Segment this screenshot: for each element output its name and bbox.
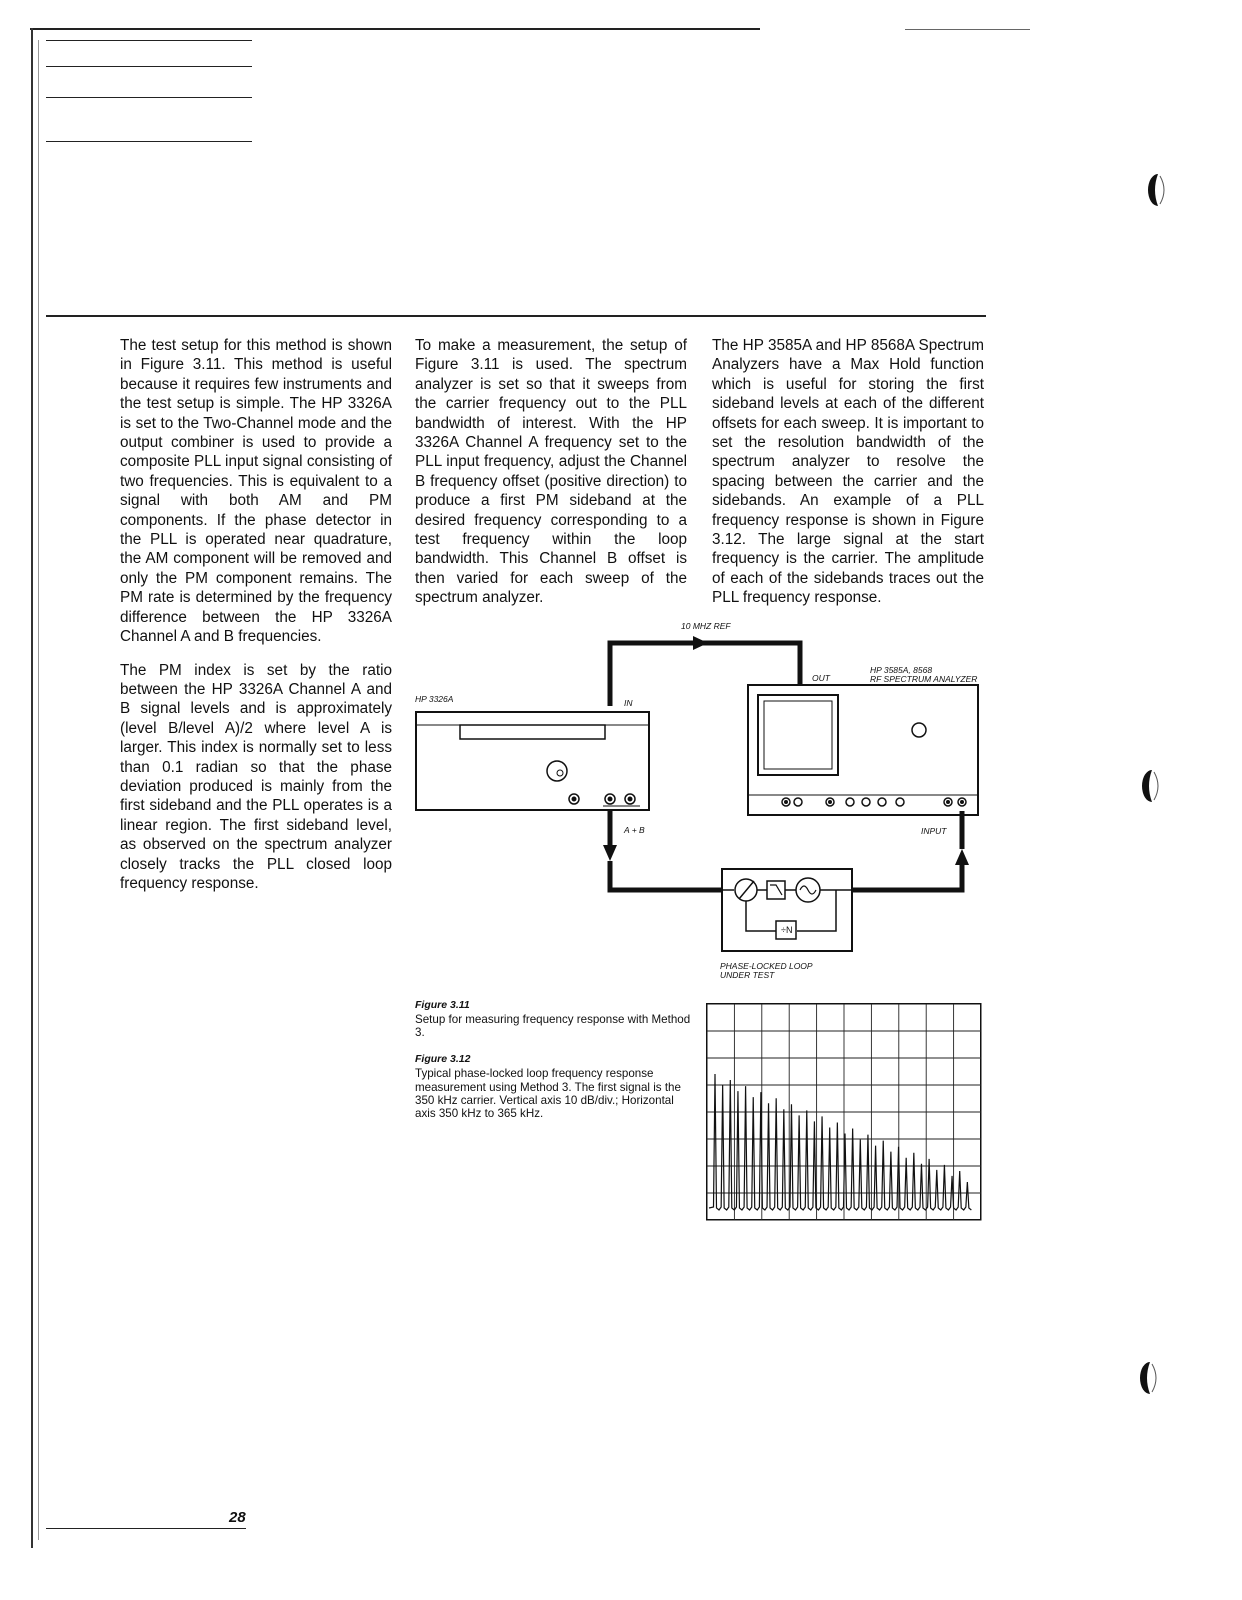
input-cable — [852, 863, 962, 890]
paragraph: The PM index is set by the ratio between the HP 3326A Channel A and B signal levels and is approximately (level B/level A)/2 where level A is larger. This index is normally set to less than 0.1 radian so that the phase deviation produced is mainly from the first sideband and the PLL operates is a linear region. The first sideband level, as observed on the spectrum analyzer closely tracks the PLL closed loop frequency response. — [120, 661, 392, 892]
section-divider — [46, 315, 986, 317]
right-column — [712, 336, 984, 622]
generator-display — [460, 725, 605, 739]
pll-label-2: UNDER TEST — [720, 970, 775, 980]
paragraph: The HP 3585A and HP 8568A Spectrum Analyzers have a Max Hold function which is useful for storing the first sideband levels at each of the different offsets for each sweep. It is important to set the resolution bandwidth of the spectrum analyzer to resolve the spacing between the carrier and the sidebands. An example of a PLL frequency response is shown in Figure 3.12. The large signal at the start frequency is the carrier. The amplitude of each of the sidebands traces out the PLL frequency response. — [712, 337, 984, 607]
binding-edge-inner — [38, 40, 39, 1540]
top-border-line-right — [905, 29, 1030, 30]
analyzer-label-1: HP 3585A, 8568 — [870, 665, 933, 675]
in-label: IN — [624, 698, 633, 708]
generator-label: HP 3326A — [415, 694, 454, 704]
divider-label: ÷N — [781, 925, 793, 935]
ref-arrow — [693, 636, 708, 650]
top-border-line — [30, 28, 760, 30]
ref-label: 10 MHZ REF — [681, 621, 731, 631]
out-label: OUT — [812, 673, 830, 683]
ref-cable — [610, 643, 800, 706]
analyzer-screen — [758, 695, 838, 775]
spectrum-plot — [706, 1003, 982, 1221]
punch-hole-middle — [1140, 768, 1162, 804]
loop-filter — [767, 881, 785, 899]
middle-column — [415, 336, 687, 622]
spectrum-trace — [709, 1074, 971, 1210]
generator-knob — [547, 761, 567, 781]
analyzer-knob — [912, 723, 926, 737]
sum-label: A + B — [624, 825, 645, 835]
left-rule-4 — [46, 141, 252, 142]
pll-label-1: PHASE-LOCKED LOOP — [720, 961, 813, 971]
punch-hole-bottom — [1138, 1360, 1160, 1396]
left-rule-3 — [46, 97, 252, 98]
page-number: 28 — [229, 1509, 246, 1526]
left-column — [120, 336, 392, 907]
left-rule-1 — [46, 40, 252, 41]
figure-captions — [415, 999, 693, 1134]
figure-title: Figure 3.12 — [415, 1053, 471, 1066]
figure-caption: Typical phase-locked loop frequency response measurement using Method 3. The first signal is the 350 kHz carrier. Vertical axis 10 dB/div.; Horizontal axis 350 kHz to 365 kHz. — [415, 1067, 681, 1121]
output-arrow — [603, 845, 617, 861]
footer-rule — [46, 1528, 246, 1529]
binding-edge — [31, 28, 33, 1548]
left-rule-2 — [46, 66, 252, 67]
paragraph: The test setup for this method is shown in Figure 3.11. This method is useful because it requires few instruments and the test setup is simple. The HP 3326A is set to the Two-Channel mode and the output combiner is used to provide a composite PLL input signal consisting of two frequencies. This is equivalent to a signal with both AM and PM components. If the phase detector in the PLL is operated near quadrature, the AM component will be removed and only the PM component remains. The PM rate is determined by the frequency difference between the HP 3326A Channel A and B frequencies. — [120, 337, 392, 646]
paragraph: To make a measurement, the setup of Figure 3.11 is used. The spectrum analyzer is set so that it sweeps from the carrier frequency out to the PLL bandwidth of interest. With the HP 3326A Channel A frequency set to the PLL input frequency, adjust the Channel B frequency offset (positive direction) to produce a first PM sideband at the desired frequency corresponding to a test frequency within the loop bandwidth. This Channel B offset is then varied for each sweep of the spectrum analyzer. — [415, 337, 687, 607]
input-label: INPUT — [921, 826, 947, 836]
figure-caption: Setup for measuring frequency response with Method 3. — [415, 1013, 691, 1040]
punch-hole-top — [1146, 172, 1168, 208]
figure-title: Figure 3.11 — [415, 999, 470, 1011]
analyzer-label-2: RF SPECTRUM ANALYZER — [870, 674, 978, 684]
input-arrow — [955, 849, 969, 865]
